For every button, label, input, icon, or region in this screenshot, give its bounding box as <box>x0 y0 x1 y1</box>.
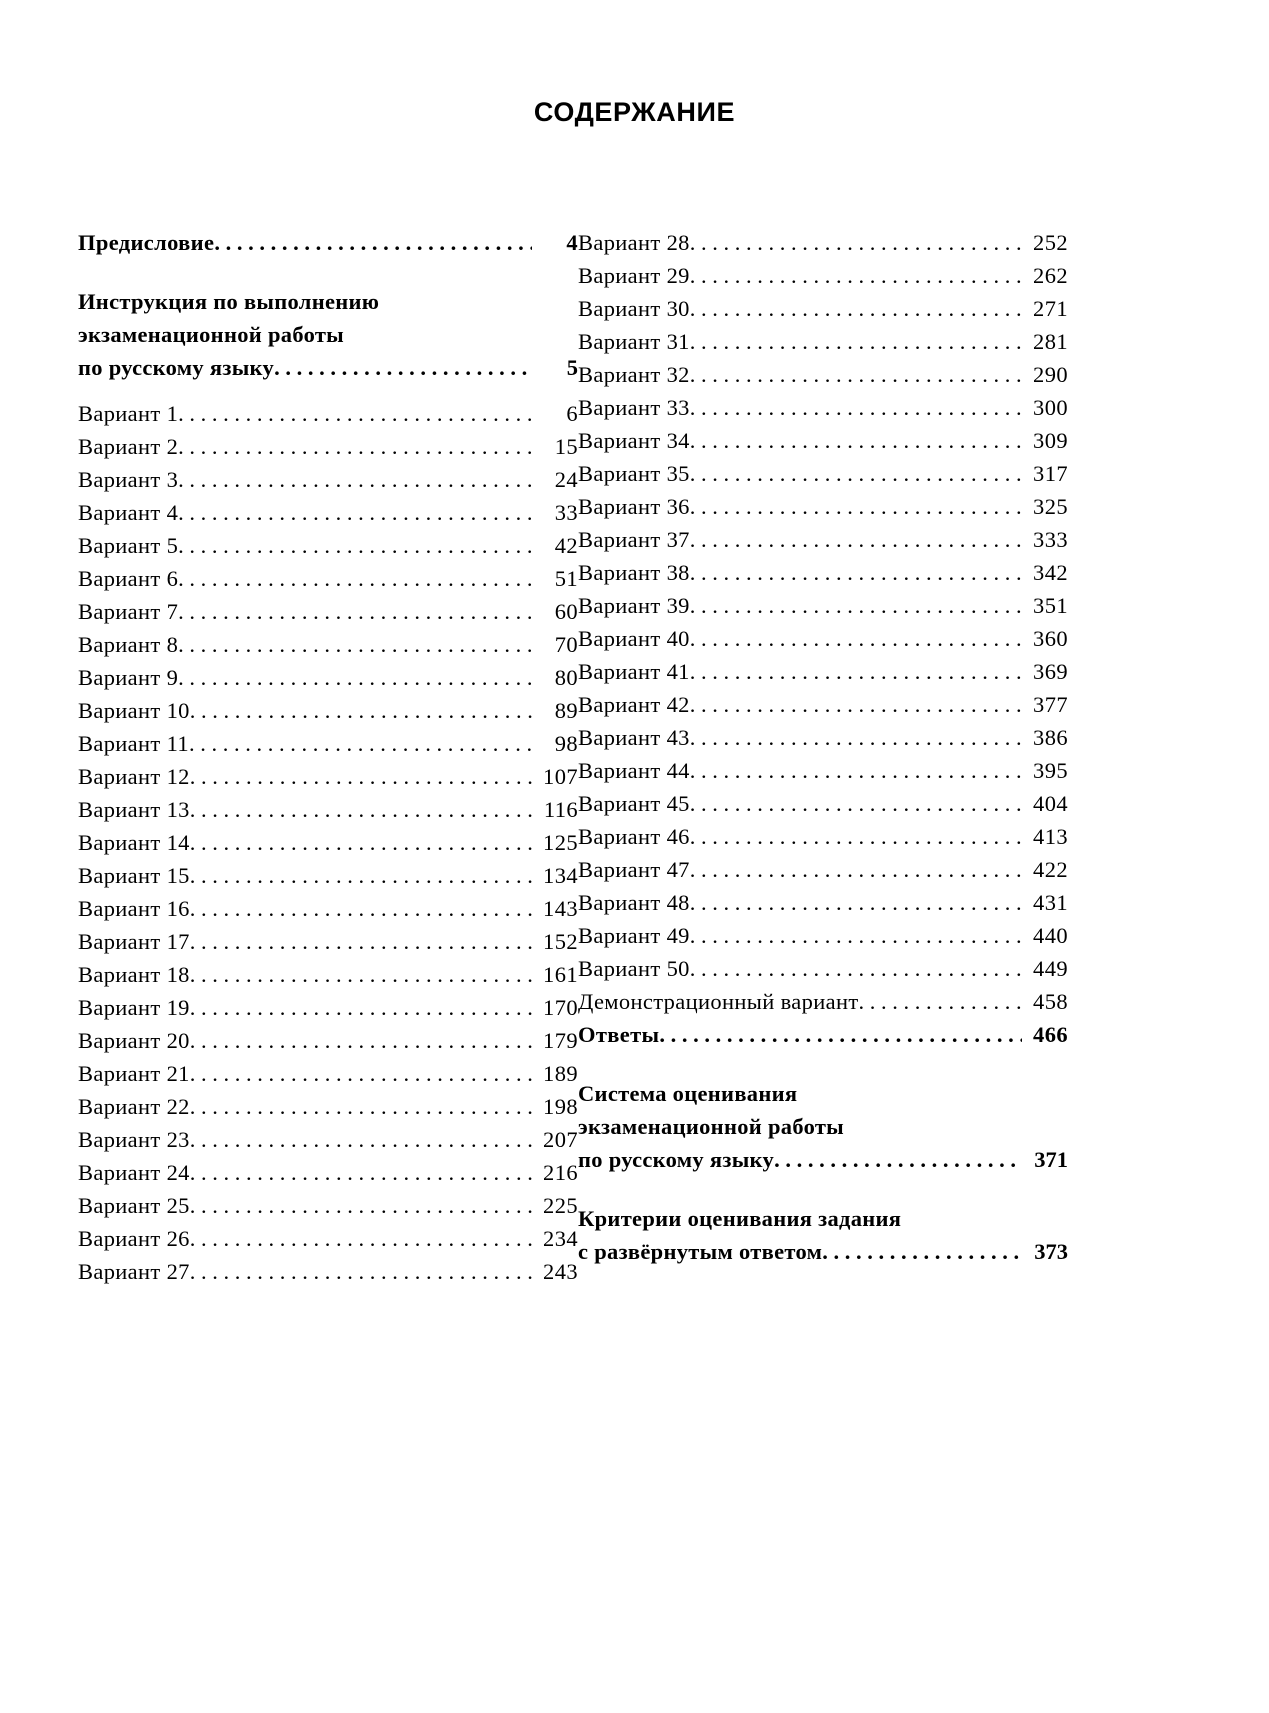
toc-page-number: 440 <box>1033 923 1068 948</box>
dot-leader <box>190 1096 532 1119</box>
toc-page-number: 234 <box>543 1226 578 1251</box>
toc-entry-label: Вариант 21 <box>78 1061 190 1086</box>
toc-page-number: 179 <box>543 1028 578 1053</box>
toc-page-number: 216 <box>543 1160 578 1185</box>
dot-leader <box>690 298 1022 321</box>
toc-entry[interactable] <box>78 1030 578 1053</box>
toc-page-number: 422 <box>1033 857 1068 882</box>
toc-entry-label: Вариант 37 <box>578 527 690 552</box>
dot-leader <box>190 832 532 855</box>
toc-column-right <box>578 232 1068 1287</box>
toc-entry[interactable] <box>78 997 578 1020</box>
toc-entry[interactable] <box>78 502 578 525</box>
dot-leader <box>178 634 532 657</box>
dot-leader <box>822 1241 1022 1264</box>
dot-leader <box>274 357 532 380</box>
toc-page-number: 371 <box>1034 1147 1068 1172</box>
dot-leader <box>178 403 532 426</box>
toc-entry-label: Вариант 33 <box>578 395 690 420</box>
toc-entry-label: Вариант 1 <box>78 401 179 426</box>
dot-leader <box>690 661 1022 684</box>
dot-leader <box>190 799 532 822</box>
toc-entry-label: Вариант 35 <box>578 461 690 486</box>
toc-page-number: 98 <box>554 731 578 756</box>
toc-page-number: 80 <box>554 665 578 690</box>
dot-leader <box>690 727 1022 750</box>
toc-page-number: 351 <box>1033 593 1068 618</box>
toc-entry[interactable] <box>578 958 1068 981</box>
toc-entry[interactable] <box>78 799 578 822</box>
dot-leader <box>178 502 532 525</box>
toc-entry[interactable] <box>78 898 578 921</box>
toc-page-number: 271 <box>1033 296 1068 321</box>
toc-entry[interactable] <box>578 694 1068 717</box>
dot-leader <box>690 463 1022 486</box>
dot-leader <box>178 436 532 459</box>
dot-leader <box>690 430 1022 453</box>
toc-entry[interactable] <box>78 766 578 789</box>
toc-entry-label: Вариант 31 <box>578 329 690 354</box>
toc-entry-label: Ответы <box>578 1022 660 1047</box>
toc-entry-last-line <box>578 1241 1068 1264</box>
dot-leader <box>690 793 1022 816</box>
toc-entry[interactable] <box>78 1096 578 1119</box>
toc-entry[interactable] <box>578 1024 1068 1047</box>
dot-leader <box>190 1195 532 1218</box>
toc-entry-label: Вариант 6 <box>78 566 179 591</box>
toc-entry-block[interactable] <box>578 1208 1068 1264</box>
dot-leader <box>659 1024 1022 1047</box>
dot-leader <box>690 232 1022 255</box>
dot-leader <box>190 1228 532 1251</box>
toc-page-number: 4 <box>566 230 578 255</box>
toc-entry-last-line <box>78 357 578 380</box>
toc-entry[interactable] <box>578 859 1068 882</box>
toc-entry-label: Вариант 44 <box>578 758 690 783</box>
toc-entry-label: Вариант 4 <box>78 500 179 525</box>
toc-entry[interactable] <box>578 232 1068 255</box>
dot-leader <box>190 964 532 987</box>
toc-entry[interactable] <box>78 931 578 954</box>
toc-entry-label: Вариант 48 <box>578 890 690 915</box>
toc-page-number: 125 <box>543 830 578 855</box>
toc-entry-label: Вариант 11 <box>78 731 189 756</box>
dot-leader <box>690 925 1022 948</box>
toc-page-number: 369 <box>1033 659 1068 684</box>
toc-entry-label: Вариант 26 <box>78 1226 190 1251</box>
dot-leader <box>690 364 1022 387</box>
toc-entry-label-line: по русскому языку <box>78 355 275 380</box>
toc-page-number: 170 <box>543 995 578 1020</box>
entry-spacer <box>578 1057 1068 1070</box>
toc-entry-label: Вариант 14 <box>78 830 190 855</box>
dot-leader <box>690 958 1022 981</box>
toc-entry-label: Вариант 16 <box>78 896 190 921</box>
toc-entry-label-line: экзаменационной работы <box>78 322 345 347</box>
toc-page-number: 377 <box>1033 692 1068 717</box>
toc-page-number: 373 <box>1034 1239 1068 1264</box>
toc-entry[interactable] <box>578 793 1068 816</box>
toc-page-number: 309 <box>1033 428 1068 453</box>
toc-page-number: 143 <box>543 896 578 921</box>
toc-entry-label: Вариант 24 <box>78 1160 190 1185</box>
entry-spacer <box>78 265 578 278</box>
toc-page-number: 60 <box>554 599 578 624</box>
toc-entry[interactable] <box>578 727 1068 750</box>
dot-leader <box>690 628 1022 651</box>
toc-entry-label: Вариант 7 <box>78 599 179 624</box>
dot-leader <box>190 997 532 1020</box>
toc-entry[interactable] <box>78 1162 578 1185</box>
toc-entry-label: Вариант 30 <box>578 296 690 321</box>
toc-entry[interactable] <box>578 595 1068 618</box>
dot-leader <box>190 700 532 723</box>
toc-page-number: 342 <box>1033 560 1068 585</box>
dot-leader <box>690 826 1022 849</box>
toc-page-number: 413 <box>1033 824 1068 849</box>
entry-spacer <box>578 1274 1068 1287</box>
dot-leader <box>190 898 532 921</box>
toc-entry-label: Вариант 34 <box>578 428 690 453</box>
toc-entry-label: Вариант 15 <box>78 863 190 888</box>
page-title: СОДЕРЖАНИЕ <box>533 97 736 127</box>
toc-entry-label: Вариант 38 <box>578 560 690 585</box>
toc-page-number: 5 <box>566 355 578 380</box>
toc-entry[interactable] <box>78 232 578 255</box>
toc-page-number: 107 <box>543 764 578 789</box>
toc-entry-label: Вариант 5 <box>78 533 179 558</box>
dot-leader <box>189 733 532 756</box>
toc-entry-label: Вариант 10 <box>78 698 190 723</box>
toc-page-number: 134 <box>543 863 578 888</box>
toc-entry[interactable] <box>578 892 1068 915</box>
toc-entry-label: Вариант 23 <box>78 1127 190 1152</box>
toc-entry-label: Вариант 20 <box>78 1028 190 1053</box>
toc-entry[interactable] <box>578 331 1068 354</box>
toc-page-number: 225 <box>543 1193 578 1218</box>
toc-entry-label: Вариант 41 <box>578 659 690 684</box>
toc-entry[interactable] <box>578 496 1068 519</box>
dot-leader <box>774 1149 1022 1172</box>
toc-entry-label-line: экзаменационной работы <box>578 1114 845 1139</box>
toc-page-number: 333 <box>1033 527 1068 552</box>
toc-entry[interactable] <box>578 661 1068 684</box>
toc-entry[interactable] <box>78 601 578 624</box>
toc-page-number: 15 <box>554 434 578 459</box>
toc-entry[interactable] <box>78 1063 578 1086</box>
toc-page-number: 360 <box>1033 626 1068 651</box>
toc-entry-label: Вариант 49 <box>578 923 690 948</box>
toc-entry[interactable] <box>78 535 578 558</box>
toc-page-number: 290 <box>1033 362 1068 387</box>
toc-entry[interactable] <box>78 436 578 459</box>
dot-leader <box>178 469 532 492</box>
toc-entry-label: Вариант 32 <box>578 362 690 387</box>
toc-page-number: 116 <box>543 797 578 822</box>
toc-entry[interactable] <box>578 760 1068 783</box>
dot-leader <box>190 1129 532 1152</box>
dot-leader <box>690 496 1022 519</box>
dot-leader <box>690 529 1022 552</box>
toc-entry[interactable] <box>78 634 578 657</box>
toc-page-number: 300 <box>1033 395 1068 420</box>
toc-entry-label: Вариант 45 <box>578 791 690 816</box>
dot-leader <box>190 931 532 954</box>
toc-page-number: 24 <box>554 467 578 492</box>
toc-page-number: 33 <box>554 500 578 525</box>
toc-entry[interactable] <box>78 700 578 723</box>
toc-entry[interactable] <box>78 865 578 888</box>
toc-entry-label: Вариант 22 <box>78 1094 190 1119</box>
dot-leader <box>190 766 532 789</box>
dot-leader <box>178 568 532 591</box>
toc-entry[interactable] <box>78 568 578 591</box>
dot-leader <box>178 535 532 558</box>
toc-entry-label-line: по русскому языку <box>578 1147 775 1172</box>
toc-entry[interactable] <box>78 403 578 426</box>
toc-page-number: 404 <box>1033 791 1068 816</box>
toc-entry-label: Вариант 8 <box>78 632 179 657</box>
toc-entry-last-line <box>578 1149 1068 1172</box>
toc-page-number: 262 <box>1033 263 1068 288</box>
toc-page-number: 449 <box>1033 956 1068 981</box>
toc-entry-label-line: Критерии оценивания задания <box>578 1206 902 1231</box>
toc-entry[interactable] <box>578 529 1068 552</box>
toc-entry[interactable] <box>78 1228 578 1251</box>
toc-page-number: 281 <box>1033 329 1068 354</box>
toc-page-number: 431 <box>1033 890 1068 915</box>
toc-entry[interactable] <box>578 562 1068 585</box>
dot-leader <box>690 265 1022 288</box>
toc-entry-label: Вариант 36 <box>578 494 690 519</box>
toc-entry-label: Демонстрационный вариант <box>578 989 859 1014</box>
dot-leader <box>190 865 532 888</box>
toc-page-number: 458 <box>1033 989 1068 1014</box>
toc-entry-label: Вариант 40 <box>578 626 690 651</box>
toc-page-number: 189 <box>543 1061 578 1086</box>
toc-page-number: 198 <box>543 1094 578 1119</box>
toc-entry[interactable] <box>578 430 1068 453</box>
toc-entry[interactable] <box>578 397 1068 420</box>
dot-leader <box>690 859 1022 882</box>
toc-page-number: 386 <box>1033 725 1068 750</box>
toc-page-number: 207 <box>543 1127 578 1152</box>
toc-page-number: 252 <box>1033 230 1068 255</box>
toc-entry-label: Вариант 28 <box>578 230 690 255</box>
dot-leader <box>690 892 1022 915</box>
toc-entry-label: Вариант 47 <box>578 857 690 882</box>
toc-entry[interactable] <box>78 469 578 492</box>
toc-page-number: 466 <box>1033 1022 1068 1047</box>
toc-entry[interactable] <box>578 628 1068 651</box>
dot-leader <box>690 595 1022 618</box>
dot-leader <box>190 1261 532 1284</box>
toc-page-number: 161 <box>543 962 578 987</box>
toc-entry-label: Вариант 25 <box>78 1193 190 1218</box>
entry-spacer <box>578 1182 1068 1195</box>
dot-leader <box>190 1063 532 1086</box>
dot-leader <box>690 760 1022 783</box>
toc-entry[interactable] <box>578 991 1068 1014</box>
dot-leader <box>178 667 532 690</box>
toc-entry[interactable] <box>578 826 1068 849</box>
toc-page-number: 51 <box>554 566 578 591</box>
toc-entry[interactable] <box>578 265 1068 288</box>
dot-leader <box>190 1162 532 1185</box>
toc-page-number: 317 <box>1033 461 1068 486</box>
toc-entry[interactable] <box>78 733 578 756</box>
dot-leader <box>690 397 1022 420</box>
dot-leader <box>178 601 532 624</box>
toc-entry[interactable] <box>78 1261 578 1284</box>
toc-page-number: 70 <box>554 632 578 657</box>
toc-entry-label-line: Инструкция по выполнению <box>78 289 380 314</box>
toc-entry[interactable] <box>578 298 1068 321</box>
toc-page-number: 42 <box>554 533 578 558</box>
toc-columns <box>0 232 1269 1294</box>
toc-entry-label: Вариант 2 <box>78 434 179 459</box>
toc-entry[interactable] <box>78 964 578 987</box>
toc-entry[interactable] <box>78 667 578 690</box>
toc-entry-label: Вариант 29 <box>578 263 690 288</box>
toc-entry[interactable] <box>78 1129 578 1152</box>
toc-entry-label: Вариант 13 <box>78 797 190 822</box>
toc-entry-label: Вариант 46 <box>578 824 690 849</box>
toc-entry-label-line: Система оценивания <box>578 1081 798 1106</box>
dot-leader <box>690 694 1022 717</box>
toc-entry-label: Вариант 39 <box>578 593 690 618</box>
toc-page-number: 243 <box>543 1259 578 1284</box>
dot-leader <box>859 991 1022 1014</box>
toc-entry-label: Вариант 18 <box>78 962 190 987</box>
toc-entry-label: Вариант 43 <box>578 725 690 750</box>
toc-entry-label: Вариант 12 <box>78 764 190 789</box>
dot-leader <box>690 331 1022 354</box>
toc-page-number: 6 <box>566 401 578 426</box>
toc-entry-label: Вариант 42 <box>578 692 690 717</box>
toc-entry[interactable] <box>78 832 578 855</box>
toc-entry-block[interactable] <box>578 1083 1068 1172</box>
toc-entry-label: Предисловие <box>78 230 215 255</box>
toc-page-number: 325 <box>1033 494 1068 519</box>
toc-entry-block[interactable] <box>78 291 578 380</box>
toc-entry[interactable] <box>578 463 1068 486</box>
toc-page-number: 89 <box>554 698 578 723</box>
dot-leader <box>214 232 532 255</box>
toc-entry-label: Вариант 27 <box>78 1259 190 1284</box>
toc-entry[interactable] <box>78 1195 578 1218</box>
toc-entry-label: Вариант 9 <box>78 665 179 690</box>
toc-entry-label: Вариант 17 <box>78 929 190 954</box>
toc-entry-label: Вариант 3 <box>78 467 179 492</box>
toc-entry-label: Вариант 50 <box>578 956 690 981</box>
toc-entry-label: Вариант 19 <box>78 995 190 1020</box>
dot-leader <box>190 1030 532 1053</box>
toc-entry-label-line: с развёрнутым ответом <box>578 1239 823 1264</box>
toc-page-number: 395 <box>1033 758 1068 783</box>
dot-leader <box>690 562 1022 585</box>
toc-entry[interactable] <box>578 364 1068 387</box>
toc-column-left <box>78 232 578 1294</box>
toc-entry[interactable] <box>578 925 1068 948</box>
toc-page-number: 152 <box>543 929 578 954</box>
